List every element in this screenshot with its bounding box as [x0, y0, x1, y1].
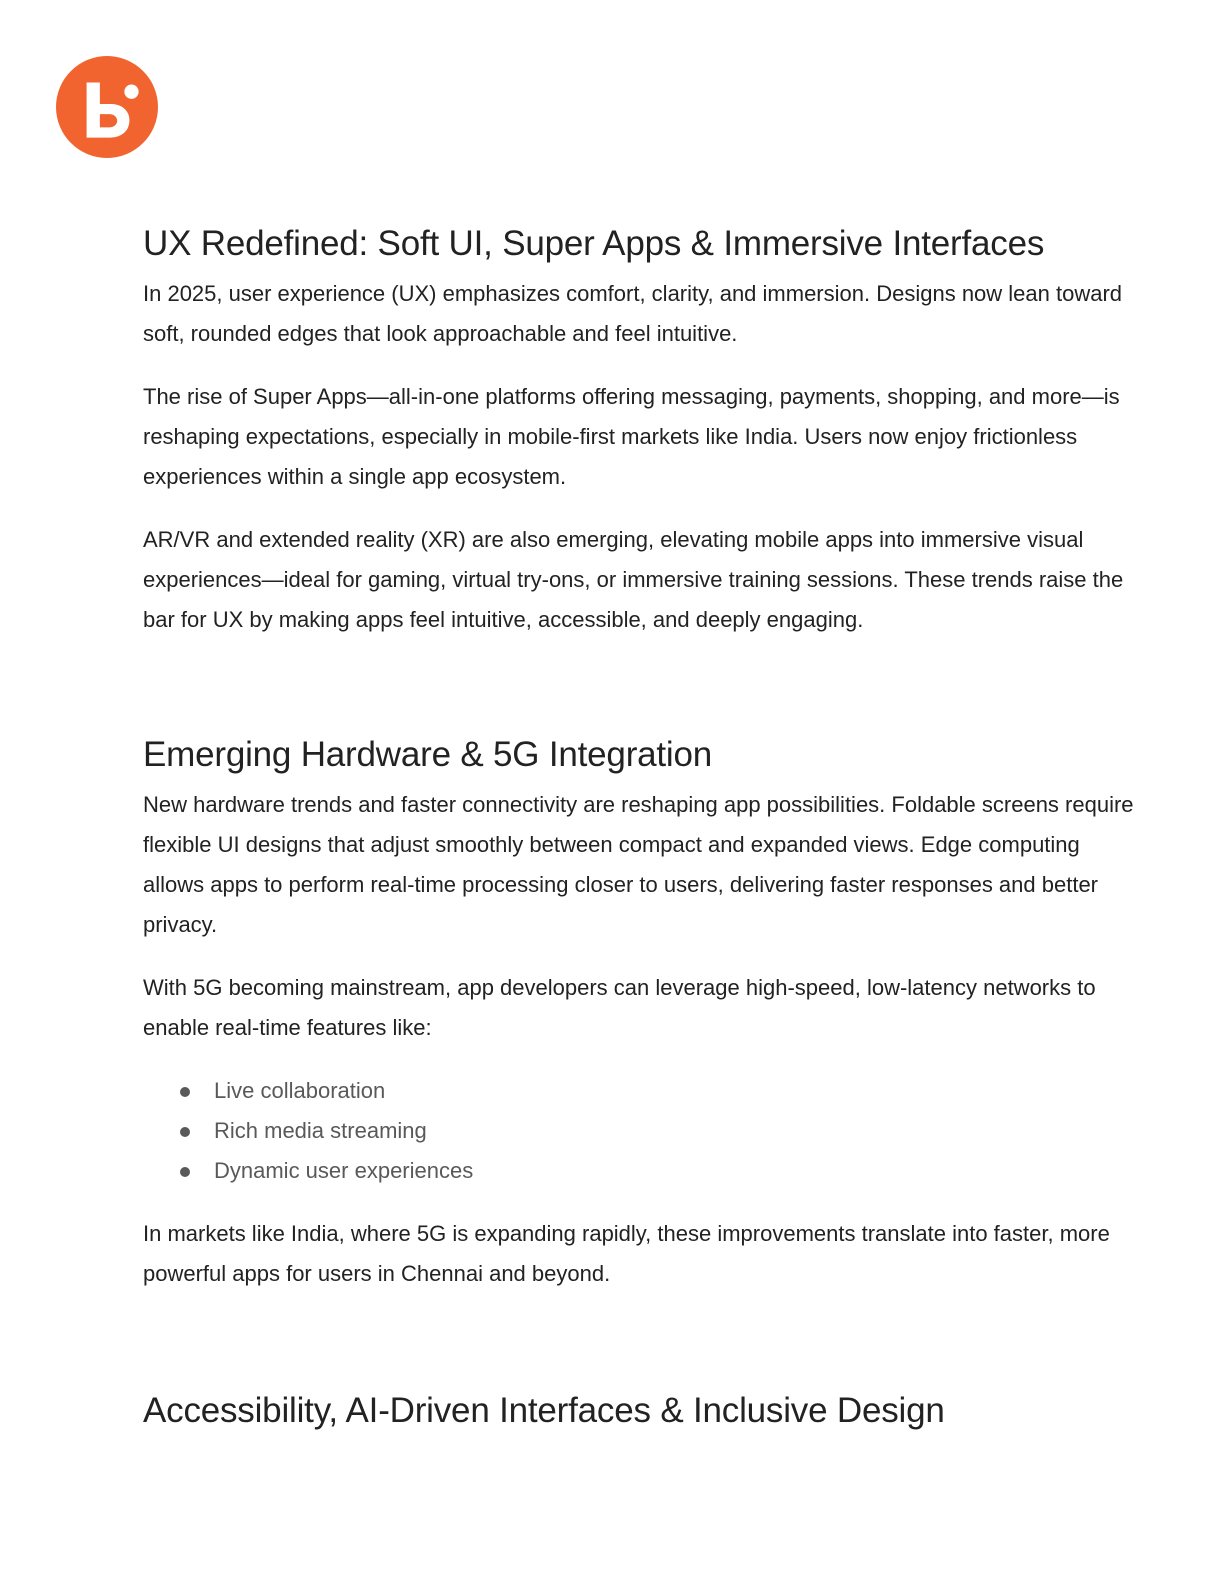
list-item: [143, 1071, 1143, 1111]
bullet-icon: [180, 1167, 190, 1177]
list-item-label: Dynamic user experiences: [214, 1158, 474, 1183]
section-spacer: [143, 1317, 1143, 1387]
paragraph: The rise of Super Apps—all-in-one platforms offering messaging, payments, shopping, and more—is reshaping expectations, especially in mobile-first markets like India. Users now enjoy frictionless experiences within a single app ecosystem.: [143, 384, 1120, 489]
bullet-icon: [180, 1127, 190, 1137]
list-item-label: Rich media streaming: [214, 1118, 427, 1143]
paragraph: In markets like India, where 5G is expanding rapidly, these improvements translate into faster, more powerful apps for users in Chennai and beyond.: [143, 1221, 1110, 1286]
paragraph: In 2025, user experience (UX) emphasizes comfort, clarity, and immersion. Designs now lean toward soft, rounded edges that look approachable and feel intuitive.: [143, 281, 1123, 346]
section-heading-ux: UX Redefined: Soft UI, Super Apps & Immersive Interfaces: [143, 224, 1045, 263]
section-heading-hardware: Emerging Hardware & 5G Integration: [143, 735, 713, 774]
bullet-icon: [180, 1087, 190, 1097]
list-item-label: Live collaboration: [214, 1078, 386, 1103]
paragraph: With 5G becoming mainstream, app developers can leverage high-speed, low-latency networks to enable real-time features like:: [143, 975, 1096, 1040]
list-item: [143, 1111, 1143, 1151]
paragraph: AR/VR and extended reality (XR) are also emerging, elevating mobile apps into immersive visual experiences—ideal for gaming, virtual try-ons, or immersive training sessions. These trends raise the bar for UX by making apps feel intuitive, accessible, and deeply engaging.: [143, 527, 1124, 632]
brand-logo: [56, 56, 158, 158]
section-heading-accessibility: Accessibility, AI-Driven Interfaces & Inclusive Design: [143, 1391, 945, 1430]
logo-dot: [124, 85, 138, 99]
feature-list: [143, 1071, 1143, 1191]
section-spacer: [143, 663, 1143, 731]
paragraph: New hardware trends and faster connectivity are reshaping app possibilities. Foldable screens require flexible UI designs that adjust smoothly between compact and expanded views. Edge computing allows apps to perform real-time processing closer to users, delivering faster responses and better privacy.: [143, 792, 1134, 937]
article-content: [143, 220, 1143, 1441]
list-item: [143, 1151, 1143, 1191]
